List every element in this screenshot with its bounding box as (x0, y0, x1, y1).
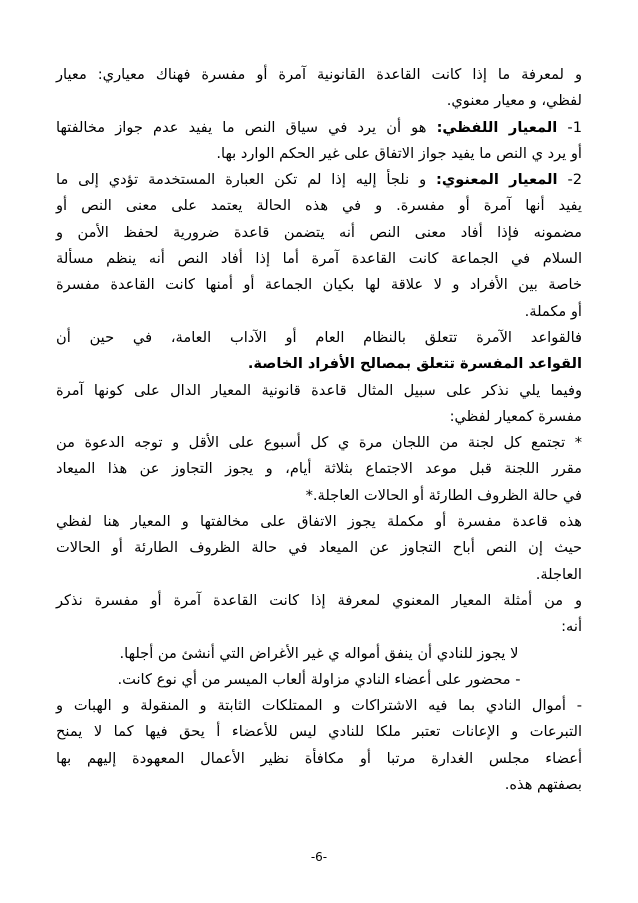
text-line: العاجلة. (535, 565, 582, 583)
text-line: السلام في الجماعة كانت القاعدة آمرة أما إذا أفاد النص أنه ينظم مسألة (56, 250, 582, 268)
body-text (56, 62, 582, 798)
text-line-bold: القواعد المفسرة تتعلق بمصالح الأفراد الخاصة. (247, 355, 582, 373)
item-number: 2- (567, 171, 583, 189)
criterion-text: و نلجأ إليه إذا لم تكن العبارة المستخدمة تؤدي إلى ما (56, 171, 437, 189)
text-line: مقرر اللجنة قبل موعد الاجتماع بثلاثة أيام، و يجوز التجاوز عن هذا الميعاد (56, 460, 582, 478)
criterion-text: هو أن يرد في سياق النص ما يفيد عدم جواز مخالفتها (56, 118, 437, 136)
text-line: أو يرد ي النص ما يفيد جواز الاتفاق على غير الحكم الوارد بها. (216, 144, 582, 162)
text-line: و من أمثلة المعيار المعنوي لمعرفة إذا كانت القاعدة آمرة أو مفسرة نذكر (56, 591, 582, 609)
text-line: أو مكملة. (524, 302, 582, 320)
text-line: و لمعرفة ما إذا كانت القاعدة القانونية آمرة أو مفسرة فهناك معياري: معيار (56, 66, 582, 83)
text-line: لفظي، و معيار معنوي. (446, 92, 582, 110)
text-line: فالقواعد الآمرة تتعلق بالنظام العام أو الآداب العامة، في حين أن (56, 328, 582, 346)
text-line: أنه: (561, 618, 582, 636)
text-line-criterion-2 (56, 167, 582, 193)
text-line: - أموال النادي بما فيه الاشتراكات و الممتلكات الثابتة و المنقولة و الهبات و (56, 697, 582, 715)
text-line: مضمونه فإذا أفاد معنى النص أنه يتضمن قاعدة ضرورية لحفظ الأمن و (56, 223, 582, 241)
text-line: * تجتمع كل لجنة من اللجان مرة ي كل أسبوع على الأقل و توجه الدعوة من (56, 434, 582, 452)
text-line: يفيد أنها آمرة أو مفسرة. و في هذه الحالة يعتمد على معنى النص أو (56, 197, 582, 215)
text-line: هذه قاعدة مفسرة أو مكملة يجوز الاتفاق على مخالفتها و المعيار هنا لفظي (56, 513, 582, 531)
text-line: مفسرة كمعيار لفظي: (449, 407, 582, 425)
page-number: -6- (310, 850, 328, 864)
text-line: في حالة الظروف الطارئة أو الحالات العاجلة.* (305, 486, 582, 504)
text-line: خاصة بين الأفراد و لا علاقة لها بكيان الجماعة أو أمنها كانت القاعدة مفسرة (56, 276, 582, 294)
text-line-criterion-1 (56, 115, 582, 141)
text-line: بصفتهم هذه. (504, 776, 582, 794)
text-line-example: لا يجوز للنادي أن ينفق أمواله ي غير الأغراض التي أنشئ من أجلها. (119, 644, 519, 662)
text-line-example: - محضور على أعضاء النادي مزاولة ألعاب الميسر من أي نوع كانت. (117, 670, 521, 688)
text-line: حيث إن النص أباح التجاوز عن الميعاد في حالة الظروف الطارئة أو الحالات (56, 539, 582, 557)
text-line: التبرعات و الإعانات تعتبر ملكا للنادي ليس للأعضاء أ يحق فيها كما لا يمنح (56, 723, 582, 741)
text-line: أعضاء مجلس الغدارة مرتبا أو مكافأة نظير الأعمال المعهودة إليهم بها (56, 749, 582, 767)
item-number: 1- (567, 118, 582, 136)
criterion-heading-semantic: المعيار المعنوي: (436, 171, 558, 189)
text-line: وفيما يلي نذكر على سبيل المثال قاعدة قانونية المعيار الدال على كونها آمرة (56, 381, 582, 399)
criterion-heading-verbal: المعيار اللفظي: (436, 118, 558, 136)
